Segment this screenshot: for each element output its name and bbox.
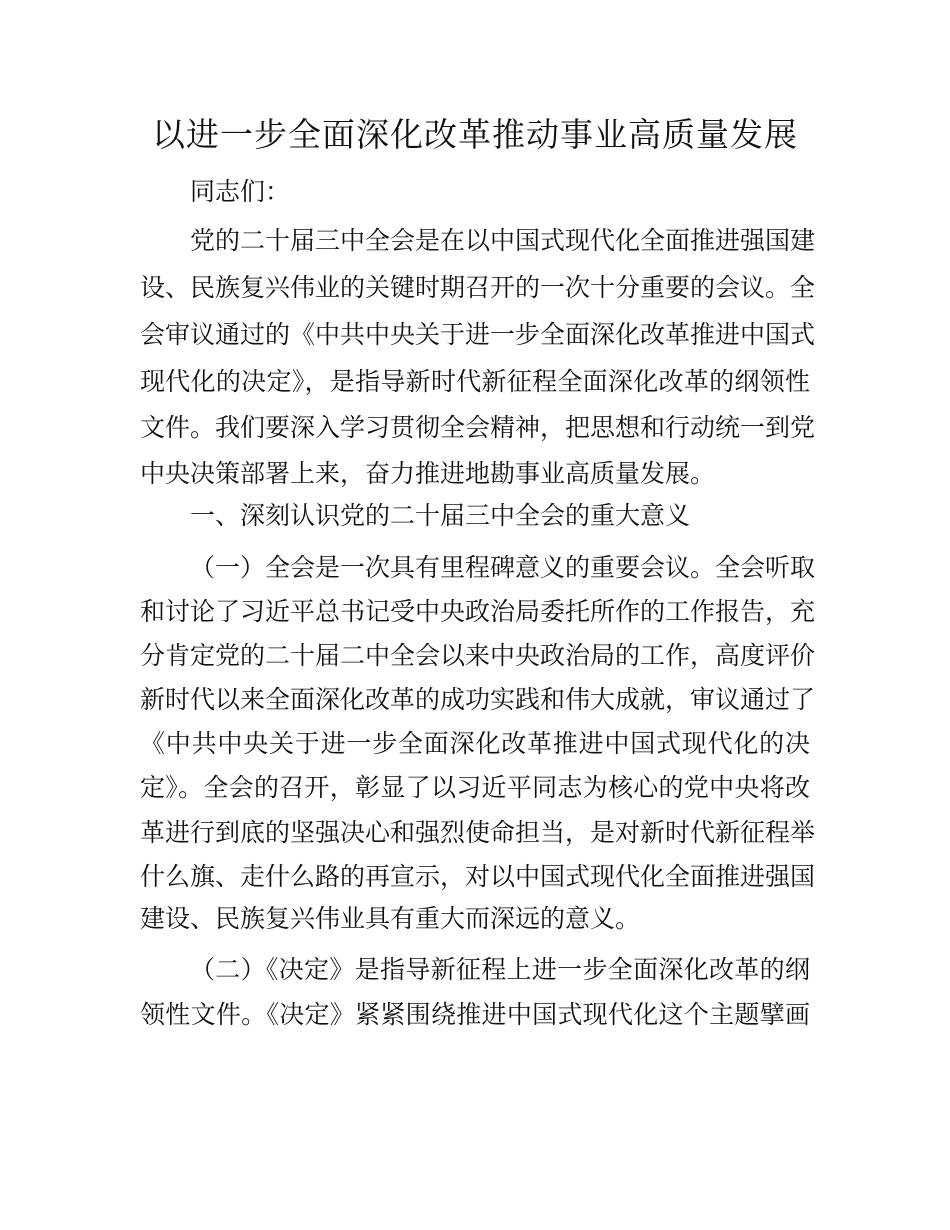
paragraph-line: 《中共中央关于进一步全面深化改革推进中国式现代化的决 <box>140 729 810 758</box>
paragraph-line: 领性文件。《决定》紧紧围绕推进中国式现代化这个主题擘画 <box>140 1000 810 1029</box>
paragraph-line: 现代化的决定》，是指导新时代新征程全面深化改革的纲领性 <box>140 367 810 396</box>
paragraph-line: 和讨论了习近平总书记受中央政治局委托所作的工作报告，充 <box>140 597 816 626</box>
paragraph-line: 设、民族复兴伟业的关键时期召开的一次十分重要的会议。全 <box>140 273 816 302</box>
paragraph-line: （一）全会是一次具有里程碑意义的重要会议。全会听取 <box>190 553 816 582</box>
paragraph-line: 中央决策部署上来，奋力推进地勘事业高质量发展。 <box>140 459 716 488</box>
paragraph-line: 定》。全会的召开，彰显了以习近平同志为核心的党中央将改 <box>140 773 810 802</box>
salutation: 同志们： <box>190 177 291 206</box>
paragraph-line: 分肯定党的二十届二中全会以来中央政治局的工作，高度评价 <box>140 641 816 670</box>
paragraph-line: 革进行到底的坚强决心和强烈使命担当，是对新时代新征程举 <box>140 818 816 847</box>
paragraph-line: 新时代以来全面深化改革的成功实践和伟大成就，审议通过了 <box>140 685 816 714</box>
paragraph-line: 会审议通过的《中共中央关于进一步全面深化改革推进中国式 <box>140 320 816 349</box>
paragraph-line: （二）《决定》是指导新征程上进一步全面深化改革的纲 <box>190 955 810 984</box>
paragraph-line: 建设、民族复兴伟业具有重大而深远的意义。 <box>140 904 641 933</box>
paragraph-line: 文件。我们要深入学习贯彻全会精神，把思想和行动统一到党 <box>140 413 816 442</box>
paragraph-line: 党的二十届三中全会是在以中国式现代化全面推进强国建 <box>190 226 816 255</box>
section-heading: 一、深刻认识党的二十届三中全会的重大意义 <box>190 501 691 530</box>
paragraph-line: 什么旗、走什么路的再宣示，对以中国式现代化全面推进强国 <box>140 862 816 891</box>
document-title: 以进一步全面深化改革推动事业高质量发展 <box>152 115 798 154</box>
